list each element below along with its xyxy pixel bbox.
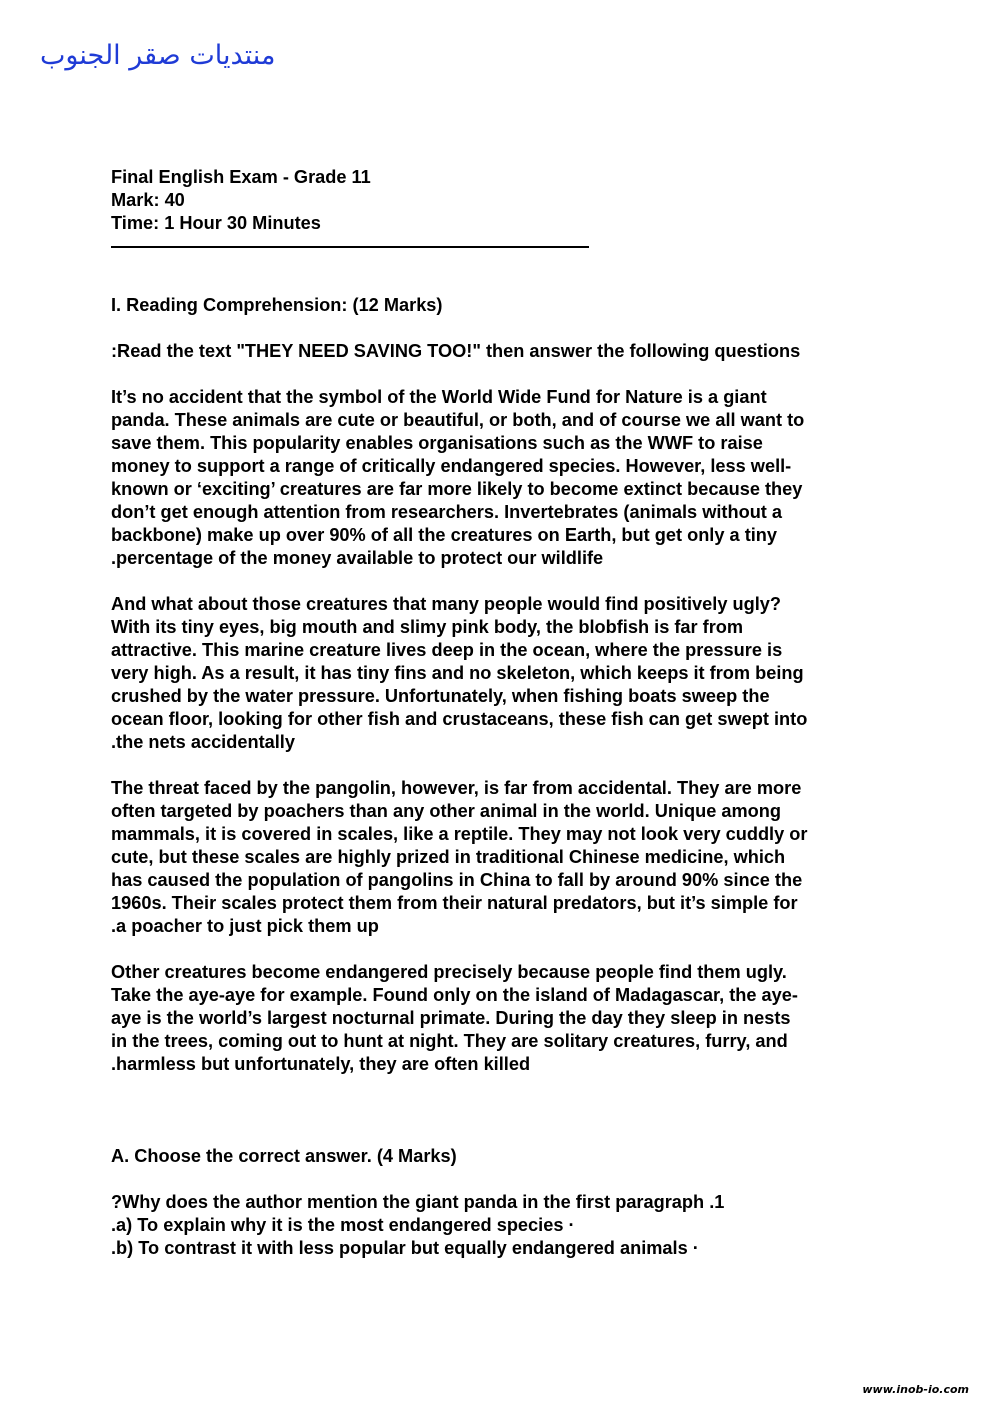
footer-website: www.inob-io.com [862,1383,969,1396]
passage-line: in the trees, coming out to hunt at night. They are solitary creatures, furry, and [111,1031,788,1051]
passage-line: .harmless but unfortunately, they are often killed [111,1054,531,1074]
section-heading-choose: A. Choose the correct answer. (4 Marks) [111,1146,457,1166]
option-b: .b) To contrast it with less popular but equally endangered animals · [111,1238,699,1258]
exam-time: Time: 1 Hour 30 Minutes [111,213,321,233]
section-heading-reading: I. Reading Comprehension: (12 Marks) [111,295,443,315]
passage-line: mammals, it is covered in scales, like a reptile. They may not look very cuddly or [111,824,808,844]
passage-line: It’s no accident that the symbol of the World Wide Fund for Nature is a giant [111,387,767,407]
passage-line: .the nets accidentally [111,732,295,752]
question-1-text: ?Why does the author mention the giant panda in the first paragraph .1 [111,1192,725,1212]
passage-line: panda. These animals are cute or beautiful, or both, and of course we all want to [111,410,805,430]
passage-line: don’t get enough attention from researchers. Invertebrates (animals without a [111,502,783,522]
passage-line: The threat faced by the pangolin, however, is far from accidental. They are more [111,778,802,798]
passage-line: 1960s. Their scales protect them from their natural predators, but it’s simple for [111,893,798,913]
passage-paragraph-4 [111,961,886,1076]
reading-instruction: :Read the text "THEY NEED SAVING TOO!" then answer the following questions [111,341,801,361]
passage-line: often targeted by poachers than any other animal in the world. Unique among [111,801,781,821]
passage-paragraph-3 [111,777,886,938]
passage-line: And what about those creatures that many people would find positively ugly? [111,594,781,614]
passage-line: ocean floor, looking for other fish and crustaceans, these fish can get swept into [111,709,808,729]
passage-line: save them. This popularity enables organisations such as the WWF to raise [111,433,763,453]
passage-line: .percentage of the money available to protect our wildlife [111,548,604,568]
question-1 [111,1191,886,1260]
passage-line: crushed by the water pressure. Unfortunately, when fishing boats sweep the [111,686,770,706]
exam-content [111,166,886,1260]
forum-watermark: منتديات صقر الجنوب [40,40,276,71]
passage-line: has caused the population of pangolins in China to fall by around 90% since the [111,870,803,890]
passage-line: aye is the world’s largest nocturnal primate. During the day they sleep in nests [111,1008,791,1028]
passage-line: With its tiny eyes, big mouth and slimy pink body, the blobfish is far from [111,617,744,637]
passage-line: cute, but these scales are highly prized in traditional Chinese medicine, which [111,847,786,867]
passage-paragraph-1 [111,386,886,570]
passage-line: very high. As a result, it has tiny fins and no skeleton, which keeps it from being [111,663,804,683]
passage-paragraph-2 [111,593,886,754]
passage-line: .a poacher to just pick them up [111,916,379,936]
passage-line: attractive. This marine creature lives deep in the ocean, where the pressure is [111,640,783,660]
passage-line: Other creatures become endangered precisely because people find them ugly. [111,962,787,982]
passage-line: known or ‘exciting’ creatures are far more likely to become extinct because they [111,479,803,499]
option-a: .a) To explain why it is the most endangered species · [111,1215,575,1235]
header-divider [111,246,589,248]
exam-title: Final English Exam - Grade 11 [111,167,371,187]
passage-line: backbone) make up over 90% of all the creatures on Earth, but get only a tiny [111,525,778,545]
passage-line: Take the aye-aye for example. Found only on the island of Madagascar, the aye- [111,985,798,1005]
passage-line: money to support a range of critically endangered species. However, less well- [111,456,792,476]
exam-mark: Mark: 40 [111,190,185,210]
